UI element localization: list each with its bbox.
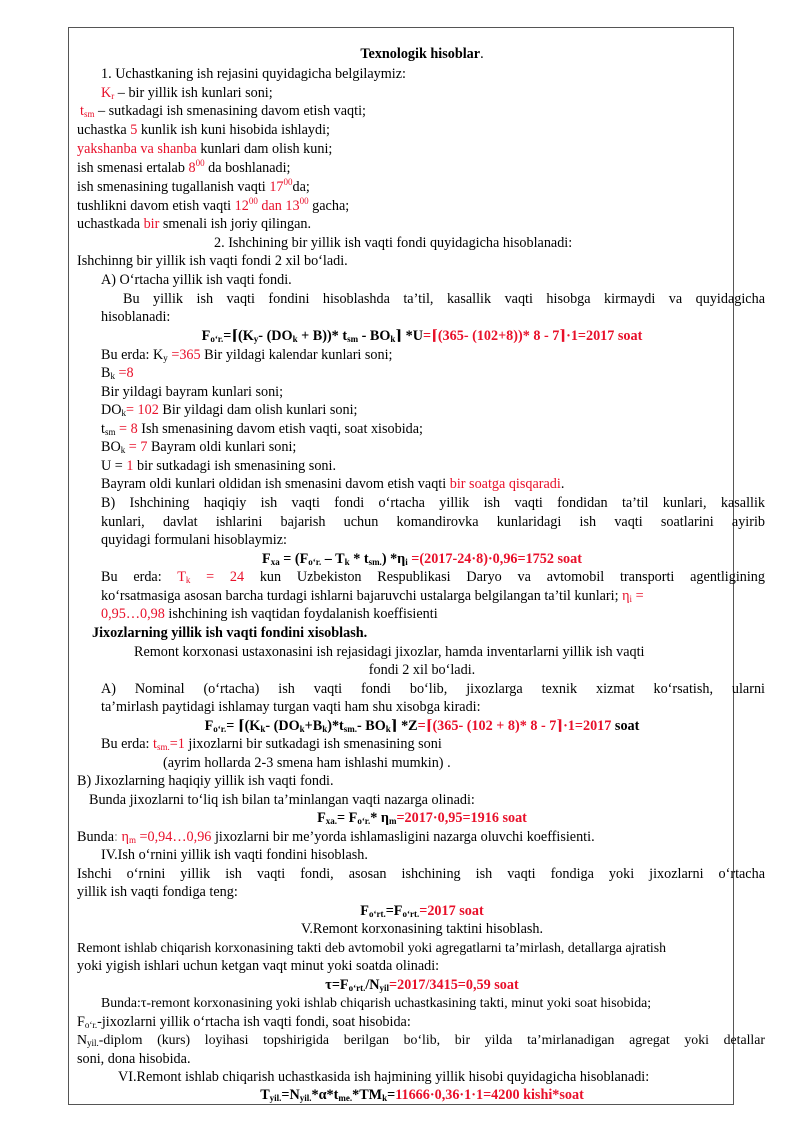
where-bok: $BO_k = 7$ Bayram oldi kunlari soni; [101,439,297,455]
line-tsm: $t_{sm}$ – sutkadagi ish smenasining davom etish vaqti; [80,103,366,119]
section-iv-heading: IV.Ish o‘rnini yillik ish vaqti fondini hisoblash. [101,847,368,863]
where-bk: $B_k =8$ [101,365,134,381]
section-2-heading: 2. Ishchining bir yillik ish vaqti fondi quyidagicha hisoblanadi: [214,235,573,251]
formula-1: $F_{o‘r.}=⌈(K_y-$ $(DO_k + B))*$ $t_{sm}$ - $BO_k⌉$ *U=⌈(365- (102+8))* 8 - 7⌉·1=2017 soat [201,328,643,344]
section-vi-heading: VI.Remont ishlab chiqarish uchastkasida ish hajmining yillik hisobi quyidagicha hisoblanadi: [118,1069,650,1085]
where-nyil: $N_{yil.}$-diplom (kurs) loyihasi topshirigida berilgan bo‘lib, bir yilda ta’mirlanadigan agregat yoki detallar [77,1032,765,1048]
where-nyil-2: soni, dona hisobida. [77,1051,191,1067]
equipment-para-2: fondi 2 xil bo‘ladi. [368,662,476,678]
section-1-heading: 1. Uchastkaning ish rejasini quyidagicha belgilaymiz: [101,66,406,82]
line-shift-end: ish smenasining tugallanish vaqti $17^{00}da$; [77,177,310,195]
section-v-para-1: Remont ishlab chiqarish korxonasining takti deb avtomobil yoki agregatlarni ta’mirlash, detallarga ajratish [77,940,667,955]
document-title: Texnologik hisoblar. [360,46,484,62]
formula-7: $T_{yil.}=N_{yil.}*\alpha*t_{me.}*TM_k=11666\cdot 0,36\cdot 1\cdot 1=4200$ kishi*soat [260,1087,584,1103]
where-ky: Bu erda: $K_y =365$ Bir yildagi kalendar kunlari soni; [101,347,393,363]
equipment-heading: Jixozlarning yillik ish vaqti fondini xisoblash. [92,625,368,641]
section-a-para-2: hisoblanadi: [101,309,171,325]
formula-5: $F_{o‘rt.}=F_{o‘rt.}=2017$ soat [360,903,484,919]
where-tsm-equipment: Bu erda: $t_{sm.}=1$ jixozlarni bir sutkadagi ish smenasining soni [101,736,442,752]
equipment-para-1: Remont korxonasi ustaxonasini ish rejasidagi jixozlar, hamda inventarlarni yillik ish vaqti [134,644,645,660]
section-b-para-2: kunlari, davlat ishlarini bajarish uchun komandirovka kunlaridagi ish vaqti soatlarini ayirib [101,514,765,530]
where-for: $F_{o‘r.}$-jixozlarni yillik o‘rtacha ish vaqti fondi, soat hisobida: [77,1014,411,1030]
where-u: U = 1 bir sutkadagi ish smenasining soni. [101,458,336,474]
section-v-para-2: yoki yigish ishlari uchun ketgan vaqt minut yoki soatda olinadi: [77,958,440,974]
line-shift-start: ish smenasi ertalab $8^{00}$ da boshlanadi; [77,158,291,176]
where-bk-desc: Bir yildagi bayram kunlari soni; [101,384,284,400]
section-b-para-3: quyidagi formulani hisoblaymiz: [101,532,287,548]
where-tsm-note: (ayrim hollarda 2-3 smena ham ishlashi mumkin) . [163,755,451,771]
where-tsm: $t_{sm} = 8$ Ish smenasining davom etish vaqti, soat xisobida; [101,421,423,437]
where-eta-1: ko‘rsatmasiga asosan barcha turdagi ishlarni bajaruvchi ustalarga belgilangan ta’til kunlari; $\eta_i$ = [101,588,644,604]
line-workdays: uchastka 5 kunlik ish kuni hisobida ishlaydi; [77,122,330,138]
actual-fund-para: Bunda jixozlarni to‘liq ish bilan ta’minlangan vaqti nazarga olinadi: [89,792,475,808]
where-eta-m: Bunda: $\eta_m$ =0,94…0,96 jixozlarni bir me’yorda ishlamasligini nazarga oluvchi koeffisienti. [77,829,595,845]
line-shifts: uchastkada bir smenali ish joriy qilingan. [77,216,312,232]
formula-3: $F_{o‘r.}=$ $⌈(K_k-$ $(DO_k+B_k)*t_{sm.}-$ $BO_k⌉$ *Z=⌈(365- (102 + 8)* 8 - 7⌉·1=2017 soat [204,718,640,734]
line-lunch: tushlikni davom etish vaqti $12^{00}$ dan $13^{00}$ gacha; [77,196,350,214]
where-tau: Bunda:τ-remont korxonasining yoki ishlab chiqarish uchastkasining takti, minut yoki soat hisobida; [101,995,652,1010]
section-a-para: Bu yillik ish vaqti fondini hisoblashda ta’til, kasallik vaqti hisobga kirmaydi va quyidagicha [123,291,765,307]
where-holiday-note: Bayram oldi kunlari oldidan ish smenasini davom etish vaqti bir soatga qisqaradi. [101,476,565,492]
formula-4: $F_{xa.}= F_{o‘r.}*$ $\eta_m=2017\cdot 0,95=1916$ soat [317,810,527,826]
line-kr: $K_r$ – bir yillik ish kunlari soni; [101,85,273,101]
section-b-para-1: B) Ishchining haqiqiy ish vaqti fondi o‘rtacha yillik ish vaqti fondidan ta’til kunlari, kasallik [101,495,765,511]
nominal-para-2: ta’mirlash paytidagi ishlamay turgan vaqti ham shu xisobga kiradi: [101,699,481,715]
actual-fund-heading: B) Jixozlarning haqiqiy yillik ish vaqti fondi. [77,773,334,789]
section-iv-para-2: yillik ish vaqti fondiga teng: [77,884,238,900]
formula-2: $F_{xa} = (F_{o‘r.} - T_k * t_{sm.})$ $*\eta_i =(2017-24\cdot 8)\cdot 0,96=1752$ soat [262,551,582,567]
section-v-heading: V.Remont korxonasining taktini hisoblash. [300,921,544,937]
section-iv-para-1: Ishchi o‘rnini yillik ish vaqti fondi, asosan ishchining ish vaqti fondiga yoki jixozlarni o‘rtacha [77,866,765,882]
where-eta-2: 0,95…0,98 ishchining ish vaqtidan foydalanish koeffisienti [101,606,438,622]
nominal-para-1: A) Nominal (o‘rtacha) ish vaqti fondi bo‘lib, jixozlarga texnik xizmat ko‘rsatish, ularni [101,681,765,697]
where-tk: Bu erda: $T_k = 24$ kun Uzbekiston Respublikasi Daryo va avtomobil transporti agentligining [101,569,765,585]
where-dok: $DO_k= 102$ Bir yildagi dam olish kunlari soni; [101,402,358,418]
section-2-intro: Ishchinng bir yillik ish vaqti fondi 2 xil bo‘ladi. [77,253,348,269]
section-a-heading: A) O‘rtacha yillik ish vaqti fondi. [101,272,292,288]
formula-6: $\tau=F_{o‘rt.}/N_{yil}=2017/3415=0,59$ soat [325,977,519,993]
line-rest-days: yakshanba va shanba kunlari dam olish kuni; [77,141,333,157]
